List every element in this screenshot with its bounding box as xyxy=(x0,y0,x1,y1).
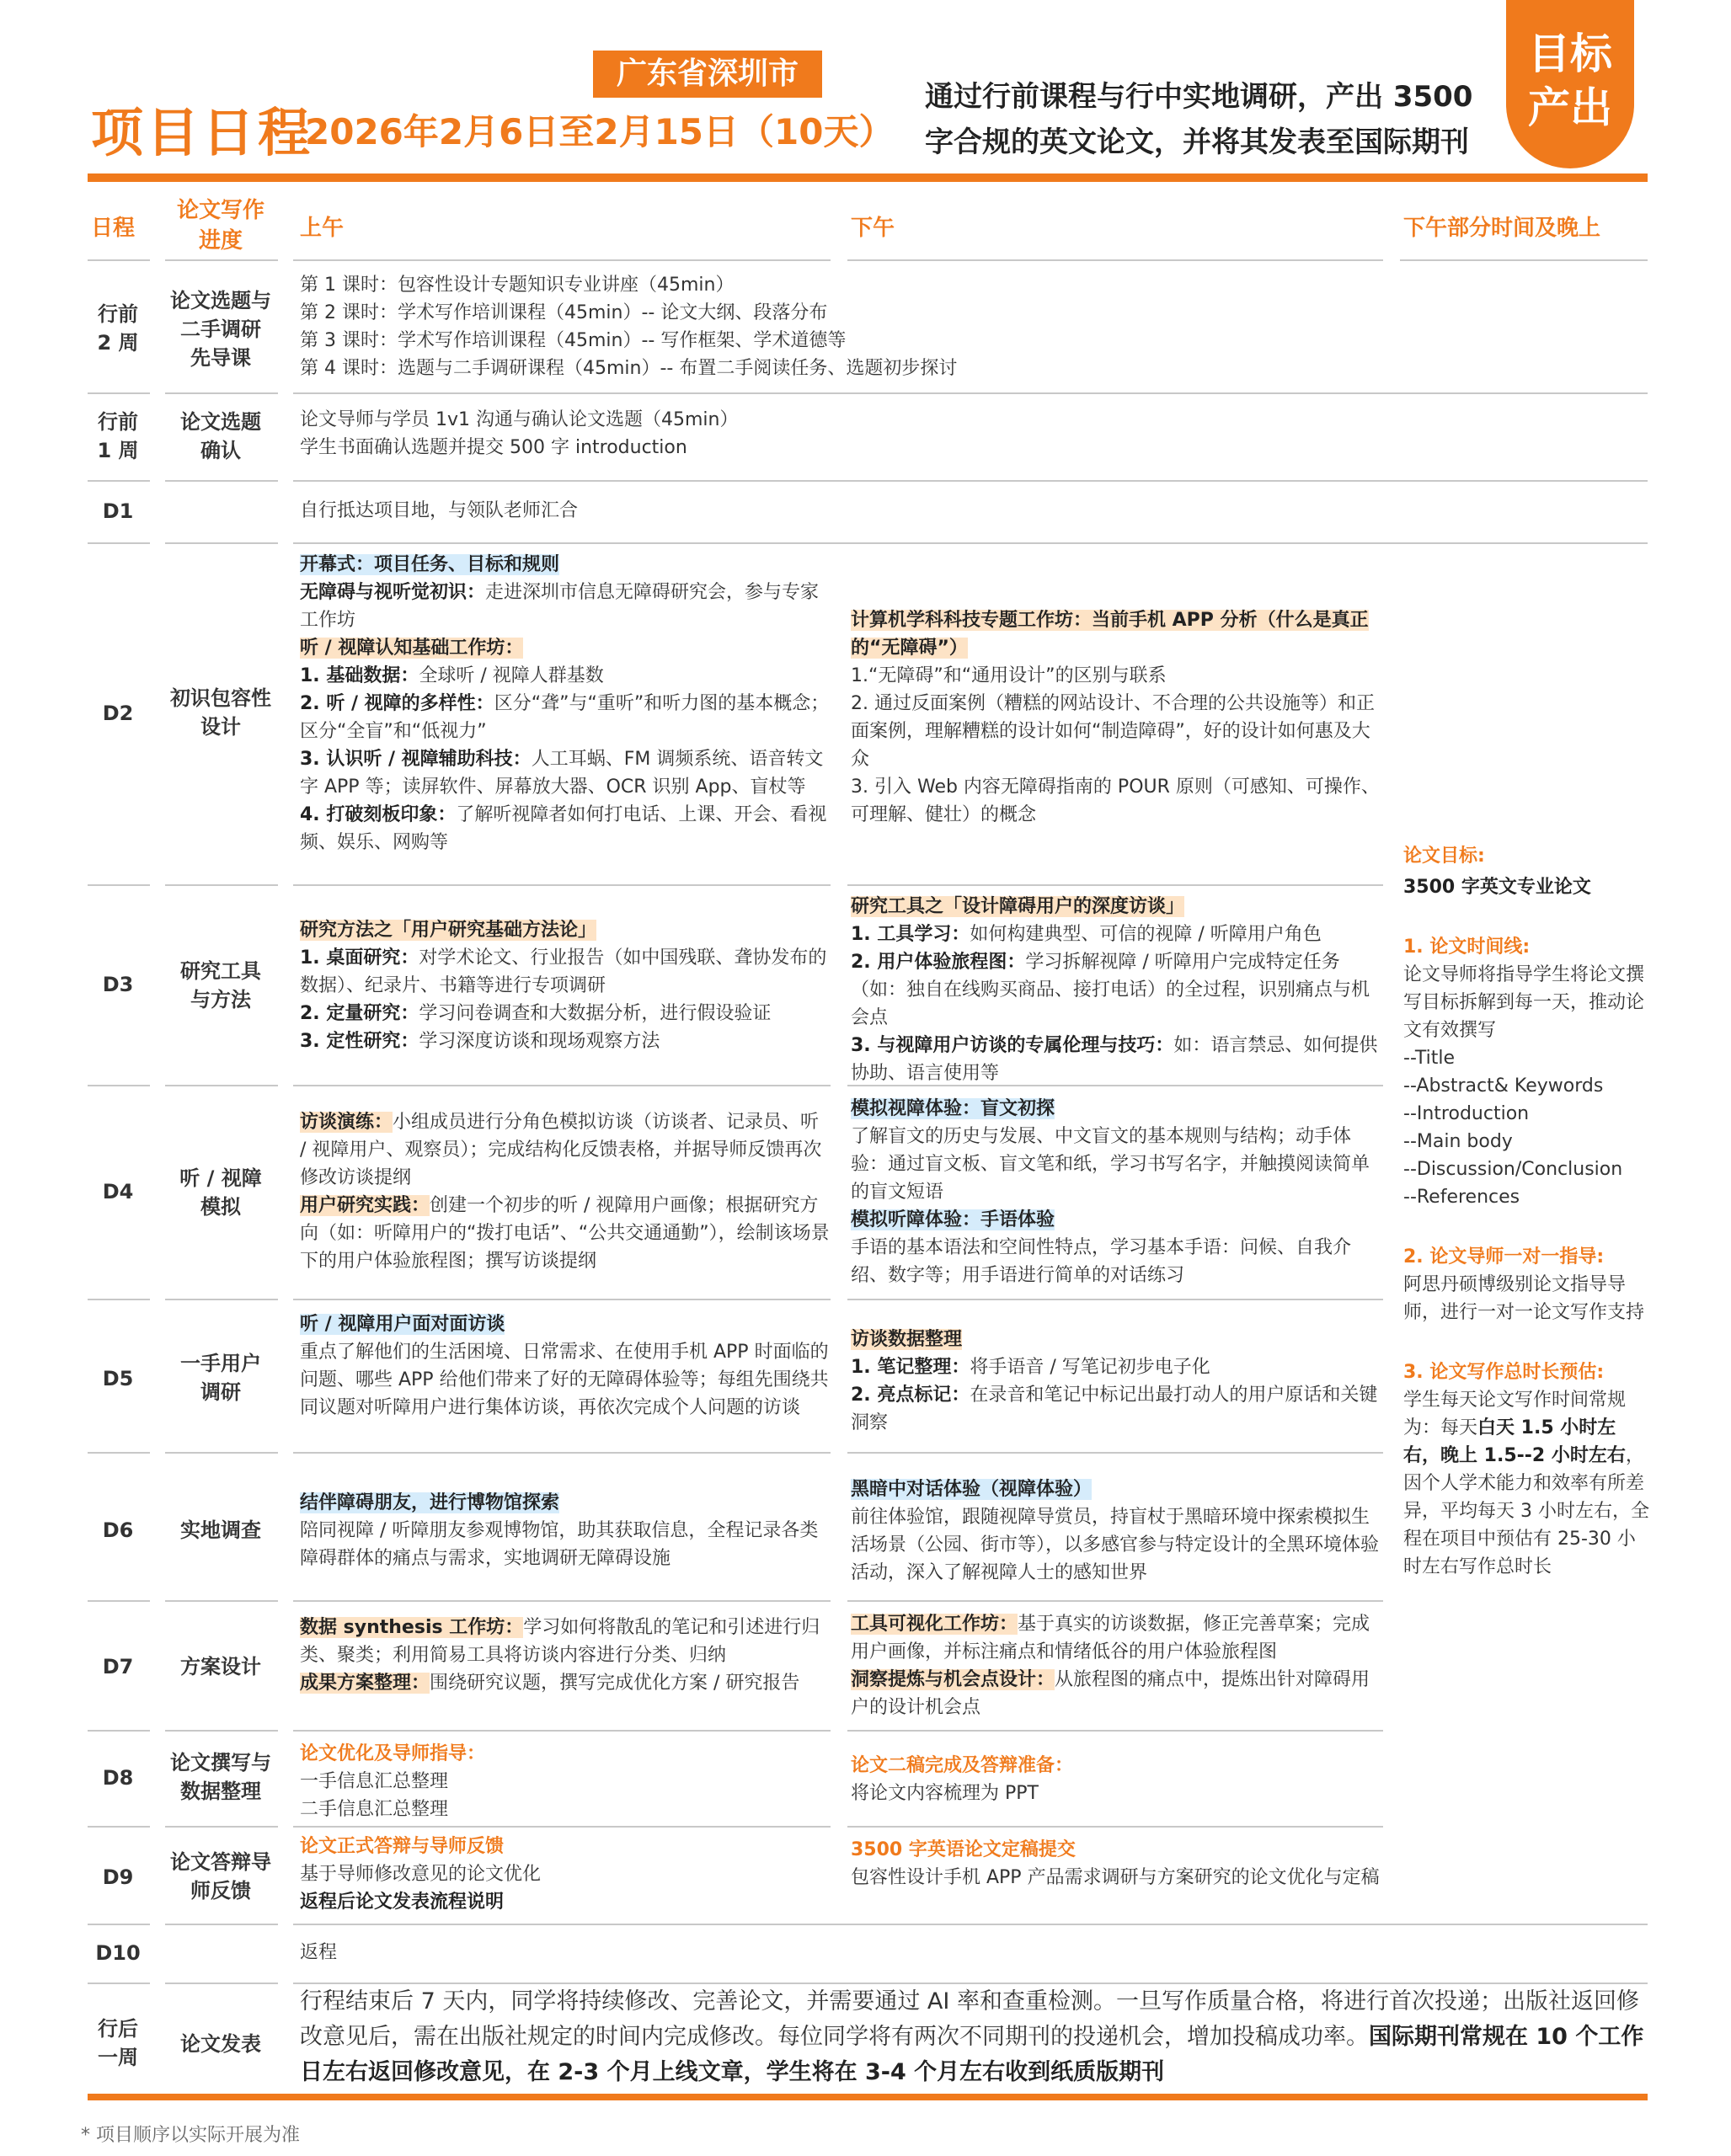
day-after-week xyxy=(88,2015,148,2072)
divider xyxy=(293,884,831,886)
divider xyxy=(88,1085,150,1086)
progress-d9 xyxy=(165,1848,276,1905)
d3-am-text-1: 对学术论文、行业报告（如中国残联、聋协发布的数据）、纪录片、书籍等进行专项调研 xyxy=(300,947,827,996)
progress-label-line: 初识包容性 xyxy=(170,686,271,710)
day-label-line: 行后 xyxy=(98,2017,138,2041)
progress-label-line: 研究工具 xyxy=(180,959,261,983)
divider xyxy=(293,1730,831,1732)
timeline-item: --Abstract& Keywords xyxy=(1403,1075,1604,1097)
d6-pm-heading-1: 黑暗中对话体验（视障体验） xyxy=(851,1479,1093,1500)
d4-am-text-2: 创建一个初步的听 / 视障用户画像；根据研究方向（如：听障用户的“拨打电话”、“公共交通通勤”），绘制该场景下的用户体验旅程图；撰写访谈提纲 xyxy=(300,1195,830,1272)
progress-d4 xyxy=(165,1164,276,1221)
divider xyxy=(165,1730,278,1732)
divider xyxy=(293,1452,831,1454)
goal-line-1: 通过行前课程与行中实地调研，产出 3500 xyxy=(925,80,1473,114)
d7-am-text-1: 学习如何将散乱的笔记和引述进行归类、聚类；利用简易工具将访谈内容进行分类、归纳 xyxy=(300,1617,820,1666)
day-d9: D9 xyxy=(102,1865,134,1889)
progress-label-line: 先导课 xyxy=(190,346,251,370)
divider xyxy=(88,1983,150,1984)
d4-morning xyxy=(300,1108,831,1275)
d7-morning xyxy=(300,1614,831,1697)
d2-am-text-3: 区分“聋”与“重听”和听力图的基本概念；区分“全盲”和“低视力” xyxy=(300,693,830,742)
progress-label-line: 听 / 视障 xyxy=(179,1166,262,1190)
goal-badge-line-1: 目标 xyxy=(1528,29,1612,78)
day-d4: D4 xyxy=(102,1180,134,1203)
d7-am-text-2: 围绕研究议题，撰写完成优化方案 / 研究报告 xyxy=(430,1673,800,1694)
d9-morning xyxy=(300,1833,831,1916)
d8-pm-text-1: 将论文内容梳理为 PPT xyxy=(851,1783,1039,1804)
progress-after-week xyxy=(165,2030,276,2058)
progress-label-line: 模拟 xyxy=(200,1195,241,1219)
progress-d5 xyxy=(165,1349,276,1406)
progress-label-line: 确认 xyxy=(200,439,241,462)
progress-pre-1-week xyxy=(165,408,276,465)
d2-am-text-2: 全球听 / 视障人群基数 xyxy=(419,665,604,686)
divider xyxy=(88,392,150,394)
divider xyxy=(165,884,278,886)
date-range: 2026年2月6日至2月15日（10天） xyxy=(305,111,895,152)
timeline-item: --Introduction xyxy=(1403,1103,1530,1124)
d3-pm-bold-2: 2. 用户体验旅程图： xyxy=(851,952,1026,973)
divider xyxy=(88,1730,150,1732)
divider xyxy=(165,1983,278,1984)
progress-label-line: 论文答辩导 xyxy=(170,1850,271,1874)
d3-am-text-3: 学习深度访谈和现场观察方法 xyxy=(419,1031,660,1052)
divider xyxy=(88,1600,150,1602)
lesson-3: 第 3 课时：学术写作培训课程（45min）-- 写作框架、学术道德等 xyxy=(300,330,847,351)
goal-line-2: 字合规的英文论文，并将其发表至国际期刊 xyxy=(925,125,1469,159)
evening-column xyxy=(1403,842,1649,1581)
page-title: 项目日程 xyxy=(91,102,314,163)
d9-afternoon xyxy=(851,1836,1381,1892)
d10-morning: 返程 xyxy=(300,1942,338,1963)
progress-label-line: 论文选题 xyxy=(180,410,261,434)
day-d10: D10 xyxy=(95,1941,141,1965)
goal-badge xyxy=(1506,0,1634,168)
d3-am-bold-2: 2. 定量研究： xyxy=(300,1003,419,1024)
col-head-morning: 上午 xyxy=(300,216,345,241)
d4-pm-heading-2: 模拟听障体验：手语体验 xyxy=(851,1209,1055,1230)
progress-label-line: 与方法 xyxy=(190,988,251,1011)
progress-pre-2-weeks xyxy=(165,286,276,372)
divider xyxy=(165,480,278,482)
footnote: * 项目顺序以实际开展为准 xyxy=(81,2125,300,2146)
d3-morning xyxy=(300,916,831,1055)
progress-label-line: 方案设计 xyxy=(180,1655,261,1678)
progress-label-line: 调研 xyxy=(200,1380,241,1404)
d4-pm-text-2: 手语的基本语法和空间性特点，学习基本手语：问候、自我介绍、数字等；用手语进行简单的对话练习 xyxy=(851,1237,1352,1286)
day-label-line: 行前 xyxy=(98,410,138,434)
d4-afternoon xyxy=(851,1095,1381,1289)
writing-time-heading: 3. 论文写作总时长预估: xyxy=(1403,1362,1605,1383)
d2-afternoon xyxy=(851,606,1381,829)
d5-pm-text-2: 在录音和笔记中标记出最打动人的用户原话和关键洞察 xyxy=(851,1385,1378,1433)
progress-label-line: 实地调查 xyxy=(180,1518,261,1542)
d5-afternoon xyxy=(851,1326,1381,1437)
divider xyxy=(847,1085,1383,1086)
divider xyxy=(88,1452,150,1454)
day-d2: D2 xyxy=(102,702,134,725)
divider xyxy=(293,1299,831,1300)
divider xyxy=(88,259,150,261)
divider xyxy=(293,542,1648,544)
day-pre-1-week xyxy=(88,408,148,465)
progress-label-line: 二手调研 xyxy=(180,318,261,341)
day-d8: D8 xyxy=(102,1766,134,1790)
d2-am-bold-4: 3. 认识听 / 视障辅助科技： xyxy=(300,749,532,770)
pre-1-week-item: 学生书面确认选题并提交 500 字 introduction xyxy=(300,437,687,458)
divider xyxy=(165,1924,278,1925)
d2-am-text-4: 人工耳蜗、FM 调频系统、语音转文字 APP 等；读屏软件、屏幕放大器、OCR 识别 App、盲杖等 xyxy=(300,749,824,798)
progress-d8 xyxy=(165,1748,276,1806)
day-d7: D7 xyxy=(102,1655,134,1678)
d7-pm-text-2: 从旅程图的痛点中，提炼出针对障碍用户的设计机会点 xyxy=(851,1669,1370,1718)
timeline-item: --References xyxy=(1403,1187,1520,1208)
progress-label-line: 设计 xyxy=(200,715,241,739)
divider xyxy=(88,1826,150,1828)
publication-description xyxy=(300,1984,1648,2090)
pre-2-weeks-morning xyxy=(300,271,1386,382)
progress-label-line: 论文撰写与 xyxy=(170,1751,271,1774)
col-head-progress-1: 论文写作 xyxy=(176,198,264,223)
divider xyxy=(847,1826,1383,1828)
d3-am-bold-1: 1. 桌面研究： xyxy=(300,947,419,969)
progress-label-line: 论文发表 xyxy=(180,2032,261,2056)
divider xyxy=(165,392,278,394)
col-head-progress-2: 进度 xyxy=(198,228,243,253)
d9-pm-heading-1: 3500 字英语论文定稿提交 xyxy=(851,1839,1076,1860)
divider xyxy=(165,542,278,544)
d2-am-bold-3: 2. 听 / 视障的多样性： xyxy=(300,693,494,714)
d8-am-heading-1: 论文优化及导师指导： xyxy=(300,1743,486,1764)
d7-am-heading-1: 数据 synthesis 工作坊： xyxy=(300,1617,524,1638)
writing-time-text-2: ，因个人学术能力和效率有所差异，平均每天 3 小时左右，全程在项目中预估有 25-30 小时左右写作总时长 xyxy=(1403,1445,1649,1577)
progress-label-line: 数据整理 xyxy=(180,1780,261,1803)
d7-pm-text-1: 基于真实的访谈数据，修正完善草案；完成用户画像，并标注痛点和情绪低谷的用户体验旅程图 xyxy=(851,1614,1370,1662)
d4-pm-text-1: 了解盲文的历史与发展、中文盲文的基本规则与结构；动手体验：通过盲文板、盲文笔和纸，学习书写名字，并触摸阅读简单的盲文短语 xyxy=(851,1126,1370,1203)
goal-description xyxy=(925,74,1515,165)
day-label-line: 行前 xyxy=(98,302,138,326)
d3-pm-bold-3: 3. 与视障用户访谈的专属伦理与技巧： xyxy=(851,1035,1174,1056)
col-head-progress xyxy=(165,195,276,256)
divider xyxy=(88,480,150,482)
divider xyxy=(293,1600,831,1602)
divider xyxy=(847,1299,1383,1300)
divider xyxy=(847,259,1383,261)
d3-am-heading-1: 研究方法之「用户研究基础方法论」 xyxy=(300,920,597,941)
d8-pm-heading-1: 论文二稿完成及答辩准备： xyxy=(851,1755,1074,1776)
timeline-item: --Title xyxy=(1403,1048,1456,1069)
progress-label-line: 论文选题与 xyxy=(170,289,271,312)
d7-pm-heading-1: 工具可视化工作坊： xyxy=(851,1614,1018,1635)
d8-am-text-2: 二手信息汇总整理 xyxy=(300,1799,449,1820)
d5-morning xyxy=(300,1310,831,1422)
day-d5: D5 xyxy=(102,1367,134,1390)
d5-am-heading-1: 听 / 视障用户面对面访谈 xyxy=(300,1314,505,1335)
d3-am-bold-3: 3. 定性研究： xyxy=(300,1031,419,1052)
d2-am-heading-1: 开幕式：项目任务、目标和规则 xyxy=(300,554,560,575)
d2-am-heading-2: 听 / 视障认知基础工作坊： xyxy=(300,638,524,659)
d5-pm-heading-1: 访谈数据整理 xyxy=(851,1329,963,1350)
day-label-line: 1 周 xyxy=(97,439,139,462)
day-d3: D3 xyxy=(102,973,134,996)
d3-pm-heading-1: 研究工具之「设计障碍用户的深度访谈」 xyxy=(851,896,1185,917)
thesis-goal-text: 3500 字英文专业论文 xyxy=(1403,877,1591,898)
d2-pm-text-2: 2. 通过反面案例（糟糕的网站设计、不合理的公共设施等）和正面案例，理解糟糕的设计如何“制造障碍”，好的设计如何惠及大众 xyxy=(851,693,1375,770)
divider xyxy=(293,392,1648,394)
mentor-text: 阿思丹硕博级别论文指导导师，进行一对一论文写作支持 xyxy=(1403,1274,1645,1323)
day-label-line: 2 周 xyxy=(97,331,139,355)
pre-1-week-item: 论文导师与学员 1v1 沟通与确认论文选题（45min） xyxy=(300,409,739,430)
d3-pm-bold-1: 1. 工具学习： xyxy=(851,924,970,945)
city-badge: 广东省深圳市 xyxy=(593,51,822,98)
divider xyxy=(293,1085,831,1086)
progress-d3 xyxy=(165,957,276,1014)
day-label-line: 一周 xyxy=(98,2046,138,2069)
progress-d7 xyxy=(165,1652,276,1681)
progress-d2 xyxy=(165,684,276,741)
divider xyxy=(293,1826,831,1828)
pre-1-week-morning xyxy=(300,406,1386,462)
d2-am-bold-2: 1. 基础数据： xyxy=(300,665,419,686)
timeline-heading: 1. 论文时间线: xyxy=(1403,937,1531,958)
day-d1: D1 xyxy=(102,499,134,523)
divider xyxy=(293,480,1648,482)
d5-pm-bold-2: 2. 亮点标记： xyxy=(851,1385,970,1406)
day-d6: D6 xyxy=(102,1518,134,1542)
d8-am-text-1: 一手信息汇总整理 xyxy=(300,1771,449,1792)
d6-afternoon xyxy=(851,1476,1381,1587)
col-head-afternoon: 下午 xyxy=(851,216,895,241)
timeline-text: 论文导师将指导学生将论文撰写目标拆解到每一天，推动论文有效撰写 xyxy=(1403,964,1645,1041)
header-divider xyxy=(88,173,1648,182)
progress-d6 xyxy=(165,1516,276,1545)
d4-am-text-1: 小组成员进行分角色模拟访谈（访谈者、记录员、听 / 视障用户、观察员）；完成结构化反馈表格，并据导师反馈再次修改访谈提纲 xyxy=(300,1112,822,1188)
divider xyxy=(165,1299,278,1300)
d9-am-heading-1: 论文正式答辩与导师反馈 xyxy=(300,1836,505,1857)
d2-am-bold-5: 4. 打破刻板印象： xyxy=(300,804,457,825)
goal-badge-line-2: 产出 xyxy=(1528,83,1612,132)
day-pre-2-weeks xyxy=(88,300,148,357)
d3-pm-text-1: 如何构建典型、可信的视障 / 听障用户角色 xyxy=(970,924,1322,945)
d2-pm-text-3: 3. 引入 Web 内容无障碍指南的 POUR 原则（可感知、可操作、可理解、健壮）的概念 xyxy=(851,776,1380,825)
lesson-2: 第 2 课时：学术写作培训课程（45min）-- 论文大纲、段落分布 xyxy=(300,302,828,323)
divider xyxy=(165,1085,278,1086)
d8-morning xyxy=(300,1740,831,1823)
divider xyxy=(165,1600,278,1602)
divider xyxy=(88,1299,150,1300)
d6-am-text-1: 陪同视障 / 听障朋友参观博物馆，助其获取信息，全程记录各类障碍群体的痛点与需求，实地调研无障碍设施 xyxy=(300,1520,819,1569)
d2-am-text-1: 走进深圳市信息无障碍研究会，参与专家工作坊 xyxy=(300,582,820,631)
d3-am-text-2: 学习问卷调查和大数据分析，进行假设验证 xyxy=(419,1003,772,1024)
d7-pm-heading-2: 洞察提炼与机会点设计： xyxy=(851,1669,1055,1690)
timeline-item: --Main body xyxy=(1403,1131,1513,1152)
divider xyxy=(88,542,150,544)
divider xyxy=(1400,259,1648,261)
footer-divider xyxy=(88,2094,1648,2100)
d2-am-bold-1: 无障碍与视听觉初识： xyxy=(300,582,486,603)
divider xyxy=(88,1924,150,1925)
d2-pm-text-1: 1.“无障碍”和“通用设计”的区别与联系 xyxy=(851,665,1167,686)
d2-pm-heading-1: 计算机学科科技专题工作坊：当前手机 APP 分析（什么是真正的“无障碍”） xyxy=(851,610,1369,659)
publication-bold-text: 国际期刊常规在 10 个工作日左右返回修改意见，在 2-3 个月上线文章，学生将在 3-4 个月左右收到纸质版期刊 xyxy=(300,2024,1644,2085)
writing-time-bold: 白天 1.5 小时左右，晚上 1.5--2 小时左右 xyxy=(1403,1417,1626,1466)
divider xyxy=(847,884,1383,886)
d3-afternoon xyxy=(851,893,1381,1087)
lesson-1: 第 1 课时：包容性设计专题知识专业讲座（45min） xyxy=(300,275,735,296)
col-head-day: 日程 xyxy=(91,216,136,241)
d5-pm-text-1: 将手语音 / 写笔记初步电子化 xyxy=(970,1357,1210,1378)
d6-morning xyxy=(300,1489,831,1572)
divider xyxy=(847,1730,1383,1732)
writing-time-text-1: 学生每天论文写作时间常规为：每天 xyxy=(1403,1390,1627,1438)
d4-am-heading-1: 访谈演练： xyxy=(300,1112,393,1133)
divider xyxy=(165,1452,278,1454)
divider xyxy=(847,1452,1383,1454)
d7-afternoon xyxy=(851,1610,1381,1721)
d6-pm-text-1: 前往体验馆，跟随视障导赏员，持盲杖于黑暗环境中探索模拟生活场景（公园、街市等），以多感官参与特定设计的全黑环境体验活动，深入了解视障人士的感知世界 xyxy=(851,1507,1380,1583)
d1-morning: 自行抵达项目地，与领队老师汇合 xyxy=(300,500,579,521)
progress-label-line: 师反馈 xyxy=(190,1879,251,1903)
d5-pm-bold-1: 1. 笔记整理： xyxy=(851,1357,970,1378)
col-head-evening: 下午部分时间及晚上 xyxy=(1403,216,1601,241)
divider xyxy=(165,1826,278,1828)
progress-label-line: 一手用户 xyxy=(180,1352,261,1375)
d6-am-heading-1: 结伴障碍朋友，进行博物馆探索 xyxy=(300,1492,560,1513)
divider xyxy=(165,259,278,261)
mentor-heading: 2. 论文导师一对一指导: xyxy=(1403,1246,1605,1267)
d4-am-heading-2: 用户研究实践： xyxy=(300,1195,430,1216)
divider xyxy=(88,884,150,886)
thesis-goal-heading: 论文目标: xyxy=(1403,846,1485,867)
d9-pm-text-1: 包容性设计手机 APP 产品需求调研与方案研究的论文优化与定稿 xyxy=(851,1867,1380,1888)
divider xyxy=(293,259,831,261)
d4-pm-heading-1: 模拟视障体验：盲文初探 xyxy=(851,1098,1055,1119)
d2-am-text-5: 了解听视障者如何打电话、上课、开会、看视频、娱乐、网购等 xyxy=(300,804,827,853)
d7-am-heading-2: 成果方案整理： xyxy=(300,1673,430,1694)
publication-text: 行程结束后 7 天内，同学将持续修改、完善论文，并需要通过 AI 率和查重检测。一旦写作质量合格，将进行首次投递；出版社返回修改意见后，需在出版社规定的时间内完成修改。每位同学将有两次不同期刊的投递机会，增加投稿成功率。 xyxy=(300,1988,1639,2050)
d8-afternoon xyxy=(851,1752,1381,1807)
d9-am-bold-1: 返程后论文发表流程说明 xyxy=(300,1892,505,1913)
timeline-item: --Discussion/Conclusion xyxy=(1403,1159,1623,1180)
d9-am-text-1: 基于导师修改意见的论文优化 xyxy=(300,1864,542,1885)
divider xyxy=(293,1924,1648,1925)
d3-pm-text-3: 如：语言禁忌、如何提供协助、语言使用等 xyxy=(851,1035,1378,1084)
lesson-4: 第 4 课时：选题与二手调研课程（45min）-- 布置二手阅读任务、选题初步探讨 xyxy=(300,358,958,379)
d2-morning xyxy=(300,551,831,857)
d5-am-text-1: 重点了解他们的生活困境、日常需求、在使用手机 APP 时面临的问题、哪些 APP 给他们带来了好的无障碍体验等；每组先围绕共同议题对听障用户进行集体访谈，再依次完成个人问题的访谈 xyxy=(300,1342,829,1418)
d3-pm-text-2: 学习拆解视障 / 听障用户完成特定任务（如：独自在线购买商品、接打电话）的全过程，识别痛点与机会点 xyxy=(851,952,1370,1028)
divider xyxy=(847,1600,1383,1602)
